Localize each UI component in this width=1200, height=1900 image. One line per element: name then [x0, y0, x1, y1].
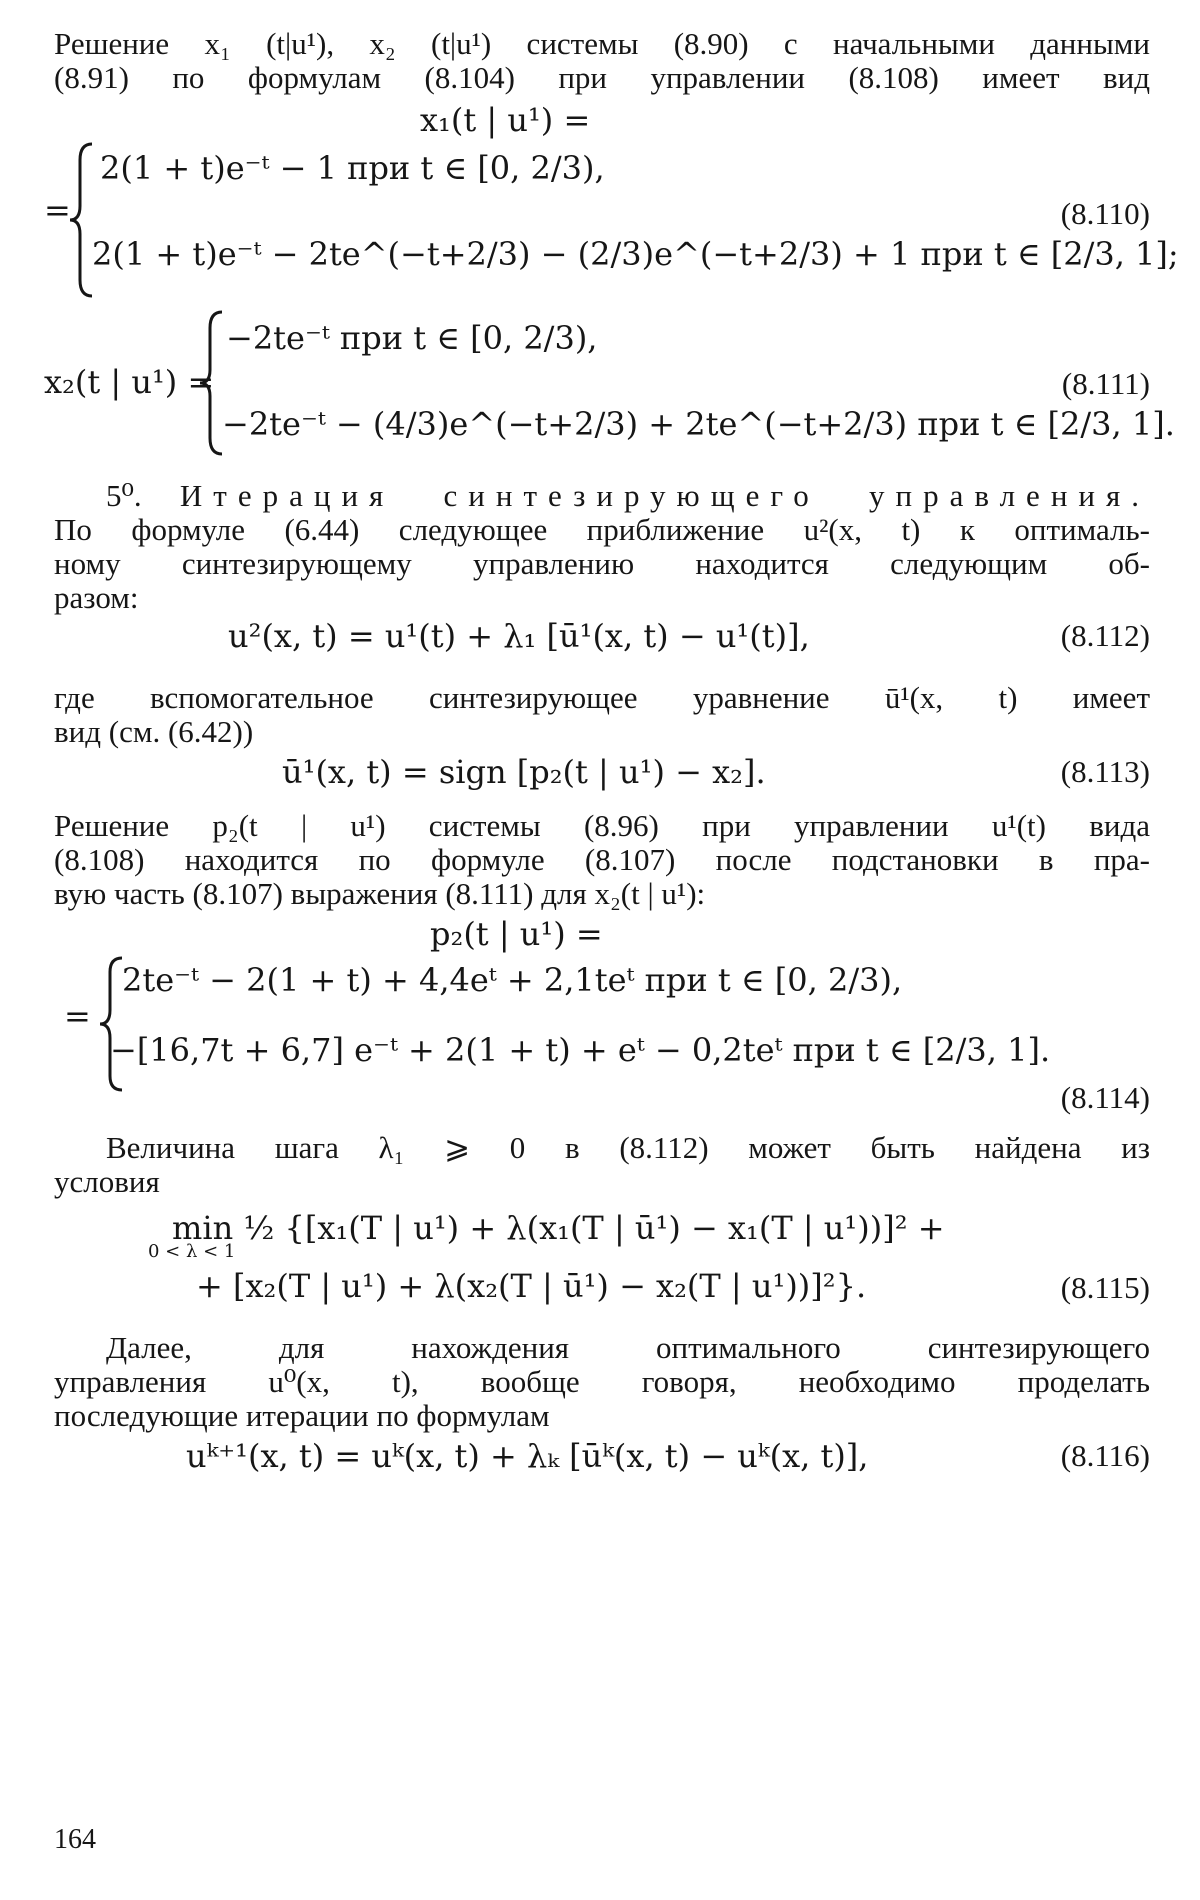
paragraph-line: управления u⁰(x, t), вообще говоря, необходимо проделать [54, 1364, 1150, 1399]
equation-8-114-lead: = [64, 997, 91, 1035]
paragraph-line: где вспомогательное синтезирующее уравнение ū¹(x, t) имеет [54, 680, 1150, 715]
paragraph-line: последующие итерации по формулам [54, 1398, 550, 1433]
paragraph-line: (8.91) по формулам (8.104) при управлении (8.108) имеет вид [54, 60, 1150, 95]
paragraph-line: разом: [54, 580, 139, 615]
equation-8-111-case-2: −2te⁻ᵗ − (4/3)e^(−t+2/3) + 2te^(−t+2/3) при t ∈ [2/3, 1]. [222, 405, 1175, 443]
equation-8-115-line-2: + [x₂(T | u¹) + λ(x₂(T | ū¹) − x₂(T | u¹))]²}. [196, 1267, 867, 1305]
equation-number: (8.114) [1060, 1080, 1150, 1115]
paragraph-line: Решение p₂(t | u¹) системы (8.96) при управлении u¹(t) вида [54, 808, 1150, 843]
section-number: 5⁰. [106, 478, 142, 513]
paragraph-line: Далее, для нахождения оптимального синтезирующего [106, 1330, 1150, 1365]
equation-number: (8.116) [1060, 1438, 1150, 1473]
equation-8-116: uᵏ⁺¹(x, t) = uᵏ(x, t) + λₖ [ūᵏ(x, t) − uᵏ(x, t)], [186, 1437, 869, 1475]
equation-number: (8.115) [1060, 1270, 1150, 1305]
equation-8-114-case-1: 2te⁻ᵗ − 2(1 + t) + 4,4eᵗ + 2,1teᵗ при t ∈ [0, 2/3), [122, 961, 903, 999]
equation-8-110-case-2: 2(1 + t)e⁻ᵗ − 2te^(−t+2/3) − (2/3)e^(−t+2/3) + 1 при t ∈ [2/3, 1]; [92, 235, 1179, 273]
paragraph-line: ному синтезирующему управлению находится следующим об- [54, 546, 1150, 581]
page-number: 164 [54, 1824, 96, 1855]
paragraph-line: вид (см. (6.42)) [54, 714, 254, 749]
equation-8-110-head: x₁(t | u¹) = [420, 101, 591, 139]
section-title: Итерация синтезирующего управления. [179, 478, 1151, 513]
equation-8-115-line-1: min ½ {[x₁(T | u¹) + λ(x₁(T | ū¹) − x₁(T | u¹))]² + [172, 1209, 945, 1247]
equation-number: (8.112) [1060, 618, 1150, 653]
equation-8-112: u²(x, t) = u¹(t) + λ₁ [ū¹(x, t) − u¹(t)], [228, 617, 810, 655]
paragraph-line: вую часть (8.107) выражения (8.111) для x₂(t | u¹): [54, 876, 706, 911]
equation-8-111-lhs: x₂(t | u¹) = [44, 363, 215, 401]
equation-number: (8.110) [1060, 196, 1150, 231]
equation-8-114-case-2: −[16,7t + 6,7] e⁻ᵗ + 2(1 + t) + eᵗ − 0,2teᵗ при t ∈ [2/3, 1]. [110, 1031, 1051, 1069]
equation-8-115-subscript: 0 < λ < 1 [148, 1241, 236, 1262]
equation-number: (8.113) [1060, 754, 1150, 789]
equation-8-111-case-1: −2te⁻ᵗ при t ∈ [0, 2/3), [226, 319, 598, 357]
paragraph-line: Решение x₁ (t|u¹), x₂ (t|u¹) системы (8.90) с начальными данными [54, 26, 1150, 61]
paragraph-line: Величина шага λ₁ ⩾ 0 в (8.112) может быть найдена из [106, 1130, 1150, 1165]
equation-8-113: ū¹(x, t) = sign [p₂(t | u¹) − x₂]. [282, 753, 766, 791]
equation-number: (8.111) [1061, 366, 1150, 401]
paragraph-line: По формуле (6.44) следующее приближение u²(x, t) к оптималь- [54, 512, 1150, 547]
equation-8-110-lead: = [44, 191, 71, 229]
paragraph-line: (8.108) находится по формуле (8.107) после подстановки в пра- [54, 842, 1150, 877]
equation-8-114-head: p₂(t | u¹) = [430, 915, 603, 953]
section-heading [54, 478, 1150, 514]
paragraph-line: условия [54, 1164, 160, 1199]
equation-8-110-case-1: 2(1 + t)e⁻ᵗ − 1 при t ∈ [0, 2/3), [100, 149, 605, 187]
left-brace-icon [66, 140, 96, 300]
